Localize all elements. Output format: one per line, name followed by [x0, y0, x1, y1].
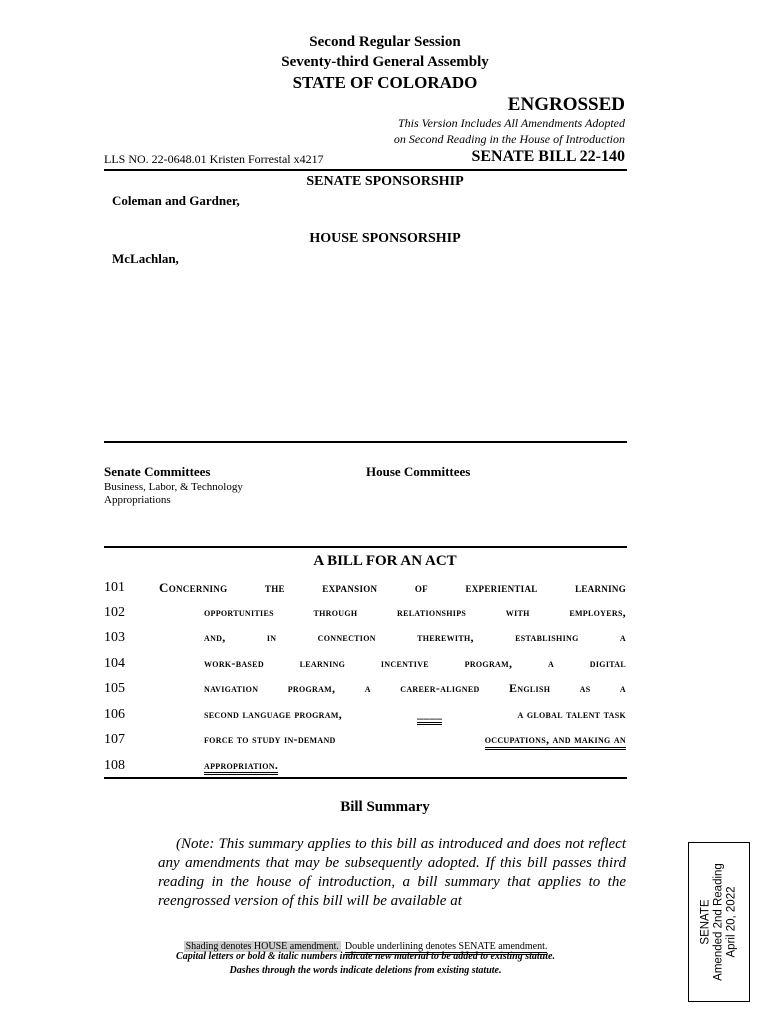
- bill-text-line: Concerning the expansion of experiential learning: [159, 580, 626, 595]
- stamp-date: April 20, 2022: [725, 886, 738, 958]
- bill-heading: A BILL FOR AN ACT: [313, 553, 457, 569]
- line-number: 103: [104, 630, 125, 645]
- line-number: 101: [104, 580, 125, 595]
- header-divider: [104, 169, 627, 171]
- bill-summary-heading: Bill Summary: [340, 799, 430, 815]
- senate-sponsors: Coleman and Gardner,: [112, 193, 240, 208]
- senate-amendment-note: Double underlining denotes SENATE amendment.: [345, 941, 547, 955]
- state-title: STATE OF COLORADO: [292, 73, 478, 92]
- senate-sponsorship-heading: SENATE SPONSORSHIP: [306, 174, 464, 189]
- committees-divider: [104, 546, 627, 548]
- new-material-note: Capital letters or bold & italic numbers indicate new material to be added to existing statute.: [176, 951, 555, 962]
- house-committees-heading: House Committees: [366, 464, 471, 479]
- bill-title-divider: [104, 777, 627, 779]
- version-note-line-1: This Version Includes All Amendments Adopted: [398, 116, 625, 130]
- bill-number: SENATE BILL 22-140: [471, 148, 625, 165]
- line-number: 104: [104, 656, 125, 671]
- senate-committees-heading: Senate Committees: [104, 464, 211, 479]
- line-number: 102: [104, 605, 125, 620]
- sponsorship-divider: [104, 441, 627, 443]
- bill-summary-text: (Note: This summary applies to this bill as introduced and does not reflect any amendments that may be subsequently adopted. If this bill passes third reading in the house of introduction, a bill summary that applies to the reengrossed version of this bill will be available at: [158, 836, 626, 909]
- house-sponsors: McLachlan,: [112, 251, 179, 266]
- bill-text-line: opportunities through relationships with employers,: [204, 605, 626, 619]
- line-number: 107: [104, 732, 125, 747]
- bill-text-segment: second language program,: [204, 707, 342, 721]
- bill-text-line-108: [204, 758, 278, 773]
- house-amendment-note: Shading denotes HOUSE amendment.: [185, 941, 339, 952]
- bill-text-segment: force to study in-demand: [204, 732, 336, 746]
- bill-text-line-106: [204, 707, 626, 725]
- senate-committee-item: Business, Labor, & Technology: [104, 481, 243, 493]
- line-number: 108: [104, 758, 125, 773]
- senate-amendment-text: occupations, and making an: [485, 732, 626, 750]
- line-number: 105: [104, 681, 125, 696]
- lls-number: LLS NO. 22-0648.01 Kristen Forrestal x4217: [104, 152, 324, 166]
- senate-committee-item: Appropriations: [104, 494, 171, 506]
- bill-text-segment: a global talent task: [517, 707, 626, 721]
- bill-text-line: and, in connection therewith, establishing a: [204, 630, 626, 644]
- line-number: 106: [104, 707, 125, 722]
- deletion-note: Dashes through the words indicate deletions from existing statute.: [229, 965, 502, 976]
- bill-text-line-107: [204, 732, 626, 750]
- engrossed-status: ENGROSSED: [507, 94, 625, 115]
- senate-amended-stamp: [688, 842, 750, 1002]
- stamp-text: [700, 847, 739, 997]
- house-sponsorship-heading: HOUSE SPONSORSHIP: [309, 231, 461, 246]
- senate-amendment-text: appropriation.: [204, 758, 278, 775]
- stamp-reading: Amended 2nd Reading: [712, 863, 725, 981]
- bill-text-line: work-based learning incentive program, a digital: [204, 656, 626, 670]
- session-title: Second Regular Session: [309, 34, 461, 50]
- senate-amendment-blank: ____: [417, 707, 442, 725]
- bill-text-line: navigation program, a career-aligned English as a: [204, 681, 626, 695]
- stamp-chamber: SENATE: [699, 899, 712, 945]
- assembly-title: Seventy-third General Assembly: [281, 54, 489, 70]
- version-note-line-2: on Second Reading in the House of Introduction: [393, 132, 625, 146]
